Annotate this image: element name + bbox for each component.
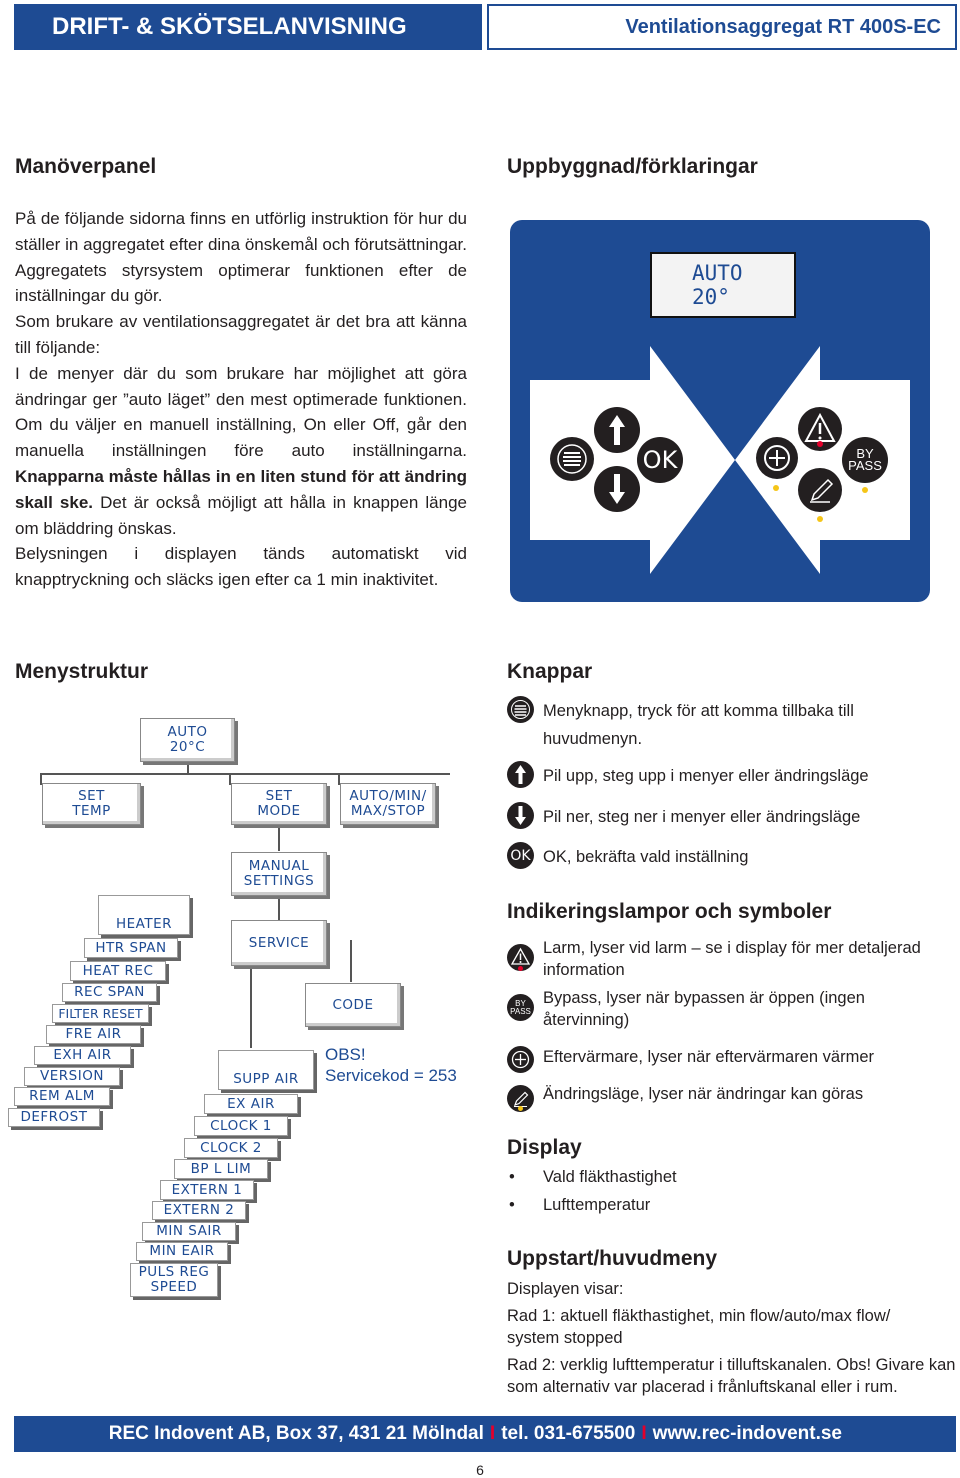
menu-box-manual-settings: MANUAL SETTINGS (231, 852, 327, 896)
legend-menu-text: Menyknapp, tryck för att komma tillbaka till huvudmenyn. (543, 702, 854, 748)
footer-bar (14, 1416, 956, 1452)
menu-item-clock-1: CLOCK 1 (194, 1116, 288, 1136)
section-title-indicators: Indikeringslampor och symboler (507, 900, 832, 923)
menu-item-clock-2: CLOCK 2 (184, 1138, 278, 1158)
menu-box-auto-min-max-stop: AUTO/MIN/ MAX/STOP (340, 783, 436, 825)
connector (278, 896, 280, 920)
up-button[interactable] (594, 407, 640, 453)
arrow-up-icon (507, 761, 534, 788)
product-name: Ventilationsaggregat RT 400S-EC (487, 4, 957, 50)
paragraph (15, 361, 467, 542)
legend-down-text: Pil ner, steg ner i menyer eller ändringsläge (543, 808, 861, 826)
legend-bypass-text: Bypass, lyser när bypassen är öppen (ingen återvinning) (543, 989, 865, 1029)
arrow-up-icon (594, 407, 640, 453)
bullet-icon: • (509, 1168, 515, 1186)
heater-indicator (756, 437, 798, 479)
connector (278, 827, 280, 851)
footer-company: REC Indovent AB, Box 37, 431 21 Mölndal (108, 1423, 484, 1444)
menu-item-version: VERSION (24, 1067, 120, 1086)
section-title-buttons: Knappar (507, 660, 593, 683)
legend-alarm-text: Larm, lyser vid larm – se i display för mer detaljerad information (543, 939, 921, 979)
menu-item-rem-alm: REM ALM (14, 1087, 110, 1106)
bypass-indicator (842, 437, 888, 483)
section-title-display: Display (507, 1136, 582, 1159)
paragraph: Belysningen i displayen tänds automatiskt vid knapptryckning och släcks igen efter ca 1 min inaktivitet. (15, 544, 467, 590)
bypass-label-2: PASS (510, 1006, 531, 1016)
heater-icon (507, 1046, 534, 1073)
menu-item-puls-reg-speed: PULS REG SPEED (130, 1263, 218, 1297)
menu-item-exh-air: EXH AIR (34, 1046, 131, 1065)
menu-item-min-eair: MIN EAIR (136, 1242, 228, 1261)
menu-box-set-mode: SET MODE (231, 783, 327, 825)
page-number: 6 (476, 1462, 484, 1478)
section-title-startup: Uppstart/huvudmeny (507, 1247, 718, 1270)
menu-item-defrost: DEFROST (8, 1108, 100, 1127)
menu-icon (507, 696, 534, 723)
section-title-panel: Manöverpanel (15, 155, 157, 178)
text: Det är också möjligt att hålla in knappen länge om bläddring önskas. (15, 492, 468, 538)
section-title-menu: Menystruktur (15, 660, 149, 683)
menu-item-min-sair: MIN SAIR (142, 1222, 236, 1241)
lcd-line-2: 20° (692, 285, 730, 309)
paragraph: På de följande sidorna finns en utförlig instruktion för hur du ställer in aggregatet efter dina önskemål och förutsättningar. Aggregatets styrsystem optimerar funktionen efter de inställningar du gör. (15, 209, 467, 306)
legend-ok-text: OK, bekräfta vald inställning (543, 848, 749, 866)
display-item-2: Lufttemperatur (543, 1196, 651, 1214)
menu-item-supp-air: SUPP AIR (218, 1050, 314, 1090)
menu-box-set-temp: SET TEMP (42, 783, 141, 825)
ok-icon: OK (507, 842, 534, 869)
menu-item-heat-rec: HEAT REC (70, 961, 166, 981)
menu-item-extern-1: EXTERN 1 (160, 1180, 254, 1200)
arrow-down-icon (594, 466, 640, 512)
startup-line-2: Rad 1: aktuell fläkthastighet, min flow/auto/max flow/ system stopped (507, 1307, 891, 1347)
obs-label: OBS! (325, 1045, 366, 1064)
footer-separator: I (641, 1423, 647, 1444)
menu-item-rec-span: REC SPAN (62, 983, 157, 1002)
menu-item-htr-span: HTR SPAN (84, 938, 178, 958)
menu-item-extern-2: EXTERN 2 (152, 1201, 246, 1220)
bullet-icon: • (509, 1196, 515, 1214)
service-code: Servicekod = 253 (325, 1066, 457, 1085)
edit-indicator (798, 468, 842, 512)
paragraph: Som brukare av ventilationsaggregatet är det bra att känna till följande: (15, 312, 467, 357)
menu-item-fre-air: FRE AIR (46, 1025, 141, 1044)
bold-text: Knapparna måste hållas in en liten stund för att ändring skall ske. (15, 466, 467, 512)
menu-box-code: CODE (305, 983, 401, 1027)
menu-item-ex-air: EX AIR (204, 1094, 298, 1114)
service-code-note (325, 1044, 457, 1086)
edit-icon (798, 468, 842, 512)
heater-lamp (773, 485, 779, 491)
section-title-explanations: Uppbyggnad/förklaringar (507, 155, 758, 178)
ok-button[interactable]: OK (637, 437, 683, 483)
edit-lamp (817, 516, 823, 522)
panel-intro-text (15, 206, 467, 593)
bypass-label-1: BY (856, 446, 874, 461)
footer-separator: I (489, 1423, 496, 1444)
alarm-lamp (817, 441, 823, 447)
connector (350, 940, 352, 982)
menu-item-filter-reset: FILTER RESET (52, 1004, 149, 1023)
bypass-lamp (862, 487, 868, 493)
legend-edit-text: Ändringsläge, lyser när ändringar kan göras (543, 1085, 864, 1103)
startup-line-1: Displayen visar: (507, 1280, 624, 1298)
legend-up-text: Pil upp, steg upp i menyer eller ändringsläge (543, 767, 869, 785)
arrow-down-icon (507, 802, 534, 829)
display-item-1: Vald fläkthastighet (543, 1168, 677, 1186)
lcd-display (650, 252, 796, 318)
connector (40, 773, 450, 775)
bypass-label-2: PASS (848, 458, 882, 473)
footer-phone: tel. 031-675500 (501, 1423, 636, 1444)
menu-item-bp-l-lim: BP L LIM (174, 1159, 268, 1179)
connector (250, 968, 252, 1048)
menu-button[interactable] (550, 437, 594, 481)
legend-heater-text: Eftervärmare, lyser när eftervärmaren värmer (543, 1048, 875, 1066)
bypass-label-1: BY (515, 998, 526, 1008)
alarm-lamp (518, 966, 523, 971)
footer-website[interactable]: www.rec-indovent.se (652, 1423, 842, 1444)
lcd-line-1: AUTO (692, 261, 743, 285)
menu-item-heater: HEATER (98, 895, 190, 935)
menu-icon (550, 437, 594, 481)
document-title: DRIFT- & SKÖTSELANVISNING (14, 4, 482, 50)
startup-line-3: Rad 2: verklig lufttemperatur i tilluftskanalen. Obs! Givare kan som alternativ var placerad i frånluftskanal eller i rum. (507, 1356, 956, 1396)
bypass-icon (507, 994, 534, 1021)
text: I de menyer där du som brukare har möjlighet att göra ändringar ger ”auto läget” den mest optimerade funktionen. Om du väljer en manuell inställning, On eller Off, går den manuella inställningen före auto inställningarna. (15, 363, 467, 461)
down-button[interactable] (594, 466, 640, 512)
menu-box-service: SERVICE (231, 920, 327, 966)
heater-icon (756, 437, 798, 479)
edit-lamp (518, 1106, 523, 1111)
menu-box-auto: AUTO 20°C (140, 718, 235, 762)
